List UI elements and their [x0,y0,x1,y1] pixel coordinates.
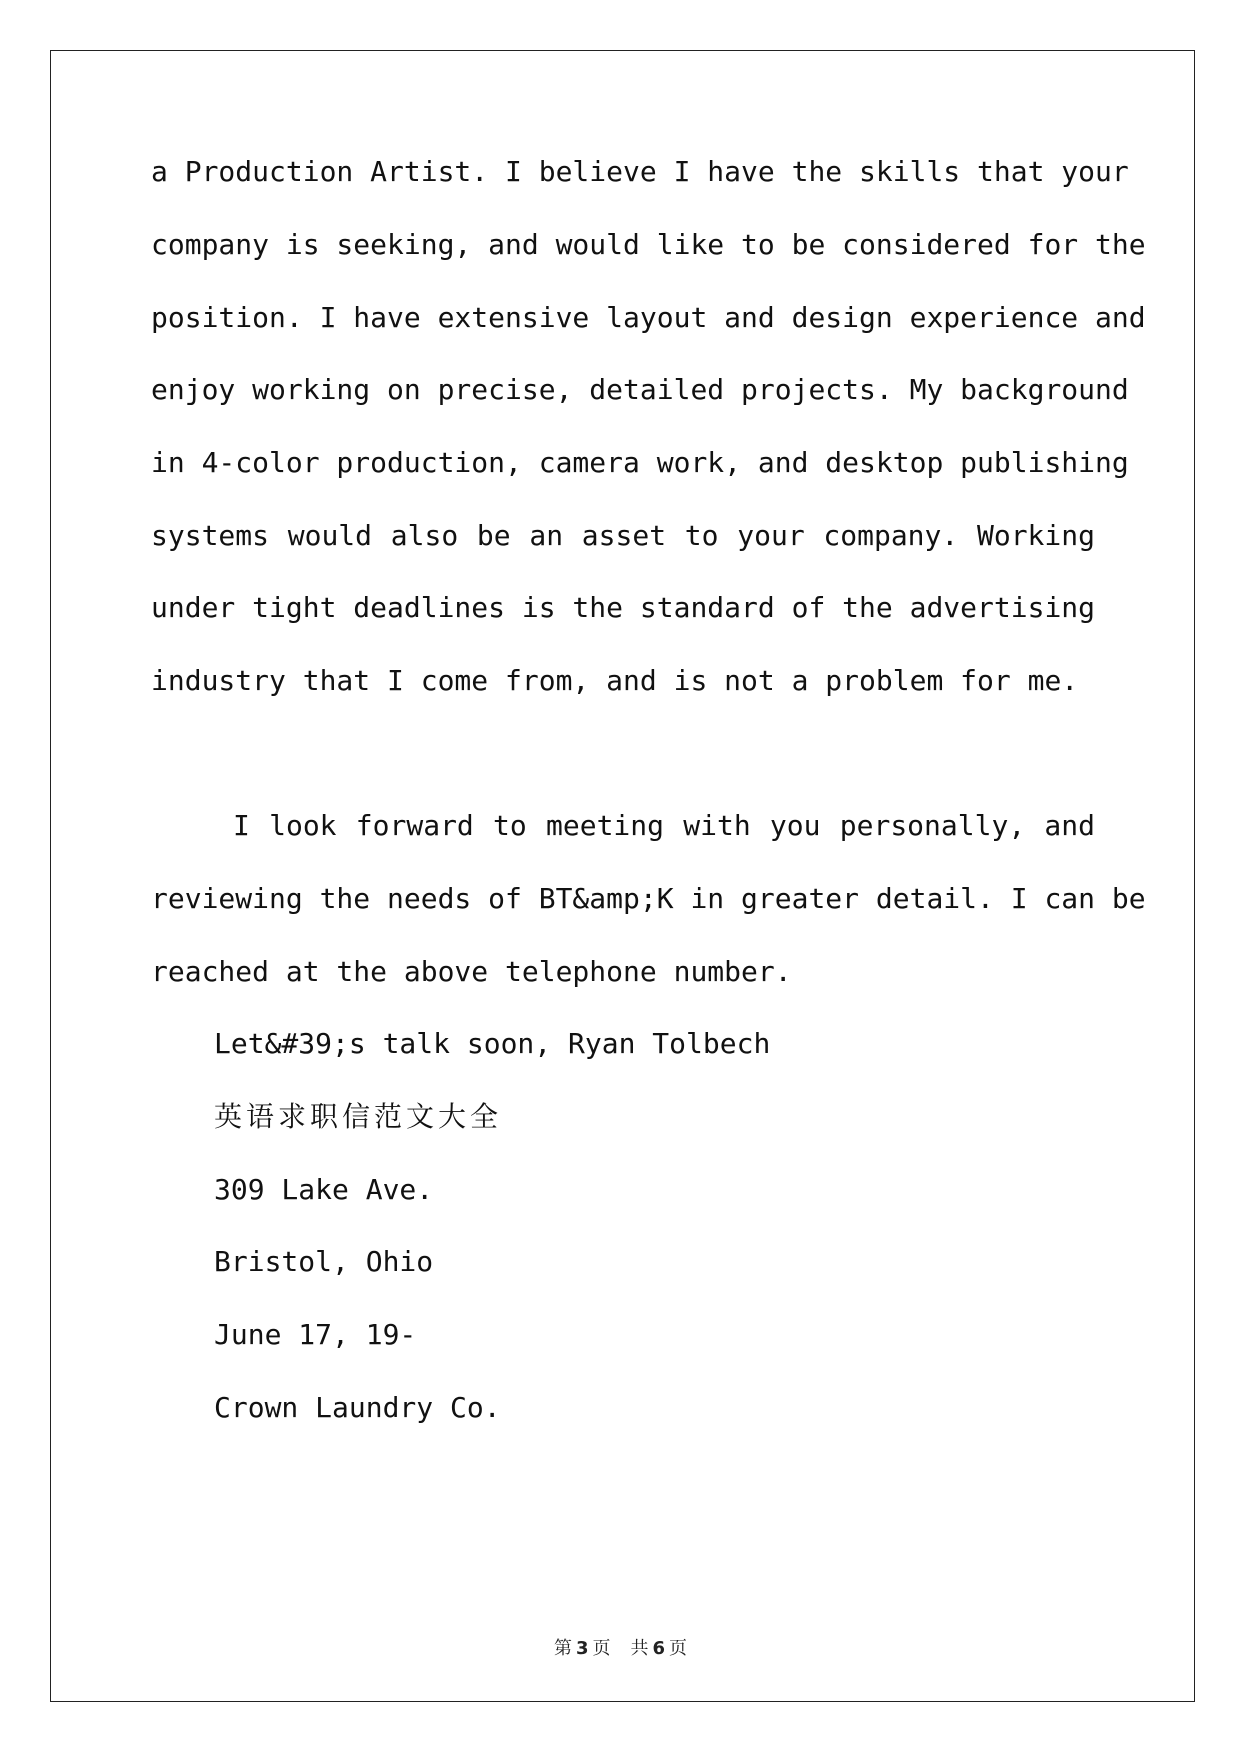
paragraph-line: reached at the above telephone number. [151,955,792,988]
page-current: 3 [575,1638,589,1659]
paragraph-line: industry that I come from, and is not a problem for me. [151,664,1079,697]
address-line: Bristol, Ohio [214,1245,434,1278]
page-prefix: 第 [553,1638,572,1659]
page-total: 6 [652,1638,666,1659]
recipient-line: Crown Laundry Co. [214,1391,501,1424]
closing-line: Let&#39;s talk soon, Ryan Tolbech [214,1027,771,1060]
total-suffix: 页 [669,1638,688,1659]
page-suffix: 页 [592,1638,611,1659]
paragraph-line: position. I have extensive layout and design experience and [151,301,1146,334]
paragraph-line: a Production Artist. I believe I have the skills that your [151,155,1129,188]
paragraph-line: I look forward to meeting with you personally, and [233,809,1095,842]
date-line: June 17, 19- [214,1318,417,1351]
section-heading: 英语求职信范文大全 [214,1100,503,1133]
paragraph-1 [151,152,1146,752]
paragraph-line: in 4-color production, camera work, and desktop publishing [151,446,1129,479]
address-line: 309 Lake Ave. [214,1173,434,1206]
paragraph-line: systems would also be an asset to your company. Working [151,519,1095,552]
paragraph-line: reviewing the needs of BT&amp;K in greater detail. I can be [151,882,1146,915]
paragraph-line: company is seeking, and would like to be considered for the [151,228,1146,261]
paragraph-2 [151,806,1146,1006]
paragraph-line: under tight deadlines is the standard of the advertising [151,591,1096,624]
page-footer [0,1637,1241,1661]
paragraph-line: enjoy working on precise, detailed projects. My background [151,373,1129,406]
total-prefix: 共 [630,1638,649,1659]
